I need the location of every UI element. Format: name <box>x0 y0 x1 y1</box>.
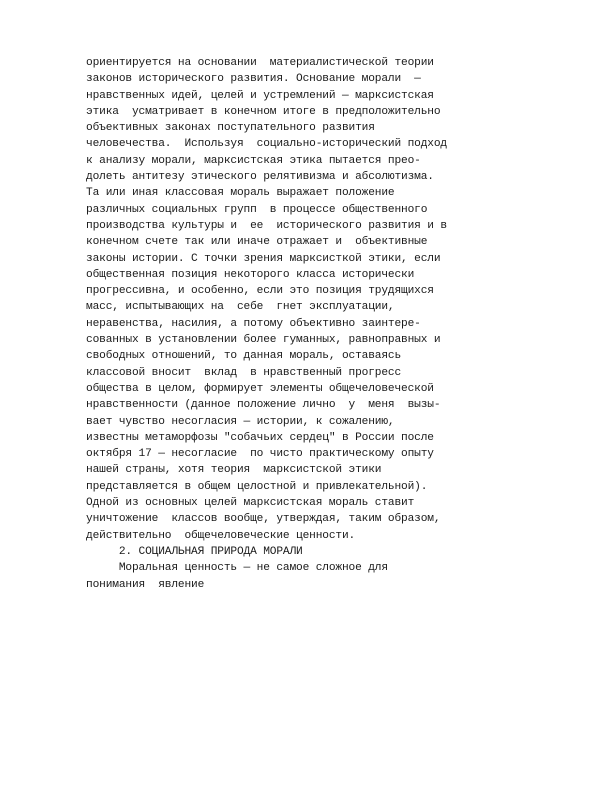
text-line: понимания явление <box>86 578 205 591</box>
text-line: уничтожение классов вообще, утверждая, таким образом, <box>86 513 441 526</box>
text-line: вает чувство несогласия — истории, к сожалению, <box>86 415 395 428</box>
text-line: сованных в установлении более гуманных, равноправных и <box>86 334 441 347</box>
text-line: законы истории. С точки зрения марксисткой этики, если <box>86 252 441 265</box>
text-line: Та или иная классовая мораль выражает положение <box>86 187 395 200</box>
text-line: этика усматривает в конечном итоге в предположительно <box>86 105 441 118</box>
text-line: известны метаморфозы "собачьих сердец" в России после <box>86 431 434 444</box>
text-line: долеть антитезу этического релятивизма и абсолютизма. <box>86 171 434 184</box>
text-line: человечества. Используя социально-исторический подход <box>86 138 447 151</box>
text-line: к анализу морали, марксистская этика пытается прео- <box>86 154 421 167</box>
text-line: нашей страны, хотя теория марксистской этики <box>86 464 382 477</box>
text-line: конечном счете так или иначе отражает и объективные <box>86 236 428 249</box>
text-line: законов исторического развития. Основание морали — <box>86 73 421 86</box>
text-line: объективных законах поступательного развития <box>86 122 375 135</box>
text-line: прогрессивна, и особенно, если это позиция трудящихся <box>86 285 434 298</box>
text-line: классовой вносит вклад в нравственный прогресс <box>86 366 402 379</box>
text-line: Одной из основных целей марксистская мораль ставит <box>86 497 415 510</box>
text-line: производства культуры и ее исторического развития и в <box>86 219 447 232</box>
text-line: Моральная ценность — не самое сложное для <box>86 562 388 575</box>
text-line: общества в целом, формирует элементы общечеловеческой <box>86 382 434 395</box>
text-line: масс, испытывающих на себе гнет эксплуатации, <box>86 301 395 314</box>
text-line: неравенства, насилия, а потому объективно заинтере- <box>86 317 421 330</box>
text-line: общественная позиция некоторого класса исторически <box>86 268 415 281</box>
text-line: представляется в общем целостной и привлекательной). <box>86 480 428 493</box>
text-line: октября 17 — несогласие по чисто практическому опыту <box>86 448 434 461</box>
text-line: свободных отношений, то данная мораль, оставаясь <box>86 350 402 363</box>
text-line: различных социальных групп в процессе общественного <box>86 203 428 216</box>
text-line: действительно общечеловеческие ценности. <box>86 529 356 542</box>
text-line: ориентируется на основании материалистической теории <box>86 57 434 69</box>
text-line: нравственных идей, целей и устремлений — марксистская <box>86 89 434 102</box>
text-line: нравственности (данное положение лично у меня вызы- <box>86 399 441 412</box>
body-text <box>86 55 516 593</box>
section-heading: 2. СОЦИАЛЬНАЯ ПРИРОДА МОРАЛИ <box>86 545 303 558</box>
